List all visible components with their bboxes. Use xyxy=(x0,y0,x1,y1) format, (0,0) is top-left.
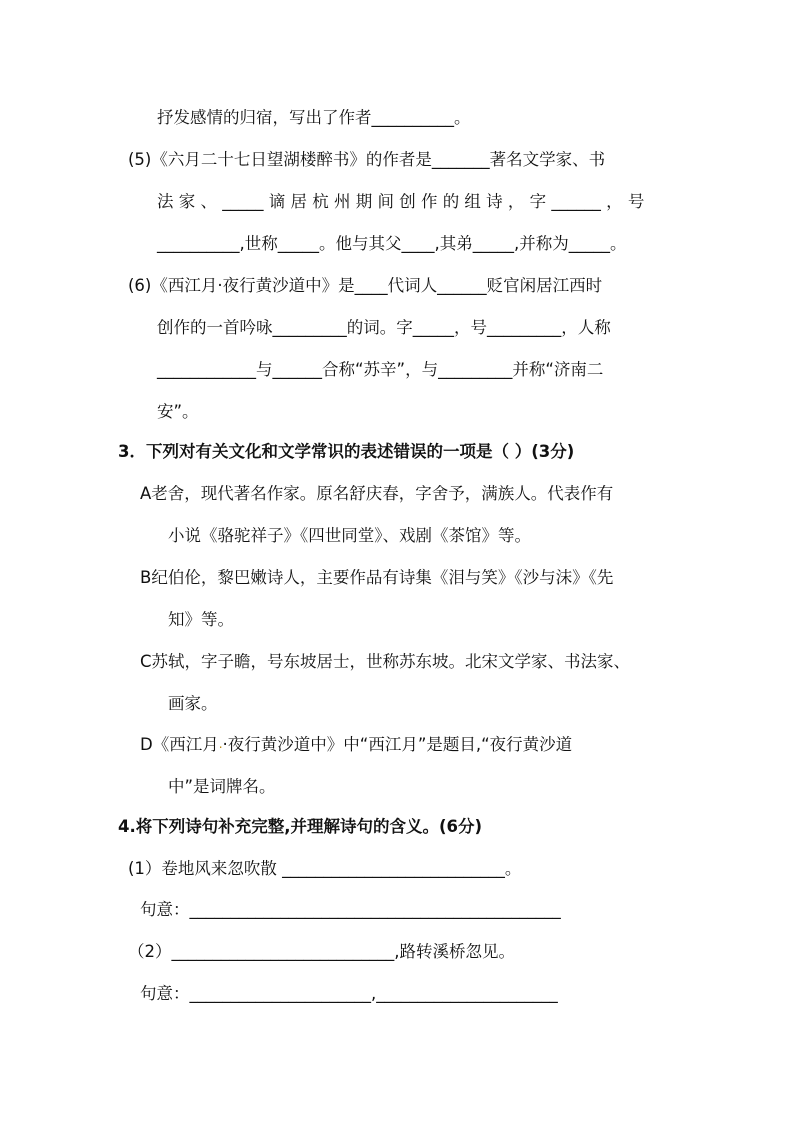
q4-item-1-meaning: 句意：_____________________________________________ xyxy=(140,900,561,919)
q2-item-5-line-1: (5)《六月二十七日望湖楼醉书》的作者是_______著名文学家、书 xyxy=(128,150,606,169)
q3-title: 3．下列对有关文化和文学常识的表述错误的一项是（ ）(3分) xyxy=(118,442,575,461)
q4-title: 4.将下列诗句补充完整,并理解诗句的含义。(6分) xyxy=(118,817,483,836)
q3-option-b-line-1: B纪伯伦，黎巴嫩诗人，主要作品有诗集《泪与笑》《沙与沫》《先 xyxy=(140,568,614,587)
q2-line-1: 抒发感情的归宿，写出了作者__________。 xyxy=(157,108,471,127)
q4-item-2: （2）___________________________,路转溪桥忽见。 xyxy=(128,942,515,961)
q3-option-b-line-2: 知》等。 xyxy=(168,610,234,629)
q2-item-6-line-2: 创作的一首吟咏_________的词。字_____，号_________，人称 xyxy=(157,318,611,337)
q2-item-6-line-4: 安”。 xyxy=(157,402,199,421)
q3-option-d-part-1: D《西江月 xyxy=(140,735,219,754)
q2-item-5-line-2: 法 家 、 _____ 谪 居 杭 州 期 间 创 作 的 组 诗 ， 字 ______ ， 号 xyxy=(157,192,645,211)
q3-option-d-line-1 xyxy=(140,733,572,758)
q3-option-d-part-2: ·夜行黄沙道中》中“西江月”是题目,“夜行黄沙道 xyxy=(222,735,573,754)
q3-option-c-line-2: 画家。 xyxy=(168,694,218,713)
q4-item-2-meaning: 句意：______________________,______________________ xyxy=(140,984,558,1003)
q4-item-1: (1）卷地风来忽吹散 ___________________________。 xyxy=(128,859,522,878)
q3-option-a-line-1: A老舍，现代著名作家。原名舒庆春，字舍予，满族人。代表作有 xyxy=(140,484,614,503)
q3-option-d-line-2: 中”是词牌名。 xyxy=(168,777,276,796)
q3-option-c-line-1: C苏轼，字子瞻，号东坡居士，世称苏东坡。北宋文学家、书法家、 xyxy=(140,652,631,671)
stray-dot-mark: . xyxy=(218,737,223,751)
q3-option-a-line-2: 小说《骆驼祥子》《四世同堂》、戏剧《茶馆》等。 xyxy=(168,526,531,545)
q2-item-6-line-1: (6)《西江月·夜行黄沙道中》是____代词人______贬官闲居江西时 xyxy=(128,276,603,295)
q2-item-6-line-3: ____________与______合称“苏辛”，与_________并称“济南二 xyxy=(157,360,604,379)
q2-item-5-line-3: __________,世称_____。他与其父____,其弟_____,并称为_____。 xyxy=(157,234,627,253)
